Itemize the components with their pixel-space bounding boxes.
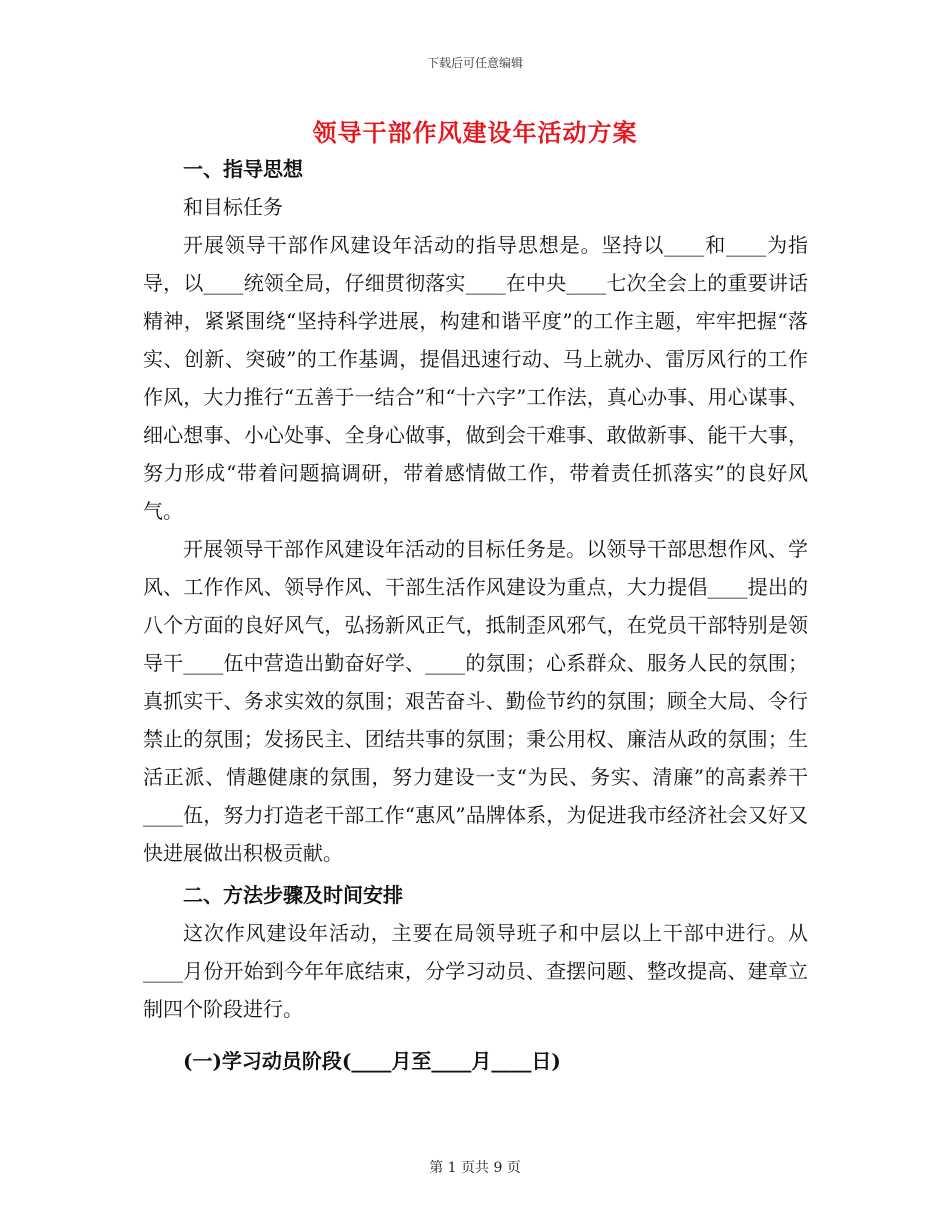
section-heading-guiding-ideology: 一、指导思想 [183,157,303,181]
paragraph-methods: 这次作风建设年活动，主要在局领导班子和中层以上干部中进行。从____月份开始到今年年底结束，分学习动员、查摆问题、整改提高、建章立制四个阶段进行。 [143,921,808,1021]
section-heading-methods-schedule: 二、方法步骤及时间安排 [183,883,403,907]
document-title: 领导干部作风建设年活动方案 [312,118,638,147]
subsection-heading-study-phase: (一)学习动员阶段(____月至____月____日) [183,1049,561,1073]
header-note: 下载后可任意编辑 [426,56,523,70]
page-footer: 第 1 页共 9 页 [429,1160,521,1176]
document-body [143,150,808,1080]
paragraph-guiding-ideology: 开展领导干部作风建设年活动的指导思想是。坚持以____和____为指导，以____统领全局，仔细贯彻落实____在中央____七次全会上的重要讲话精神，紧紧围绕“坚持科学进展，构建和谐平度”的工作主题，牢牢把握“落实、创新、突破”的工作基调，提倡迅速行动、马上就办、雷厉风行的工作作风，大力推行“五善于一结合”和“十六字”工作法，真心办事、用心谋事、细心想事、小心处事、全身心做事，做到会干难事、敢做新事、能干大事，努力形成“带着问题搞调研，带着感情做工作，带着责任抓落实”的良好风气。 [143,233,808,523]
section-subheading-objectives: 和目标任务 [183,195,283,219]
paragraph-objectives: 开展领导干部作风建设年活动的目标任务是。以领导干部思想作风、学风、工作作风、领导作风、干部生活作风建设为重点，大力提倡____提出的八个方面的良好风气，弘扬新风正气，抵制歪风邪气，在党员干部特别是领导干____伍中营造出勤奋好学、____的氛围；心系群众、服务人民的氛围；真抓实干、务求实效的氛围；艰苦奋斗、勤俭节约的氛围；顾全大局、令行禁止的氛围；发扬民主、团结共事的氛围；秉公用权、廉洁从政的氛围；生活正派、情趣健康的氛围，努力建设一支“为民、务实、清廉”的高素养干____伍，努力打造老干部工作“惠风”品牌体系，为促进我市经济社会又好又快进展做出积极贡献。 [143,537,808,865]
